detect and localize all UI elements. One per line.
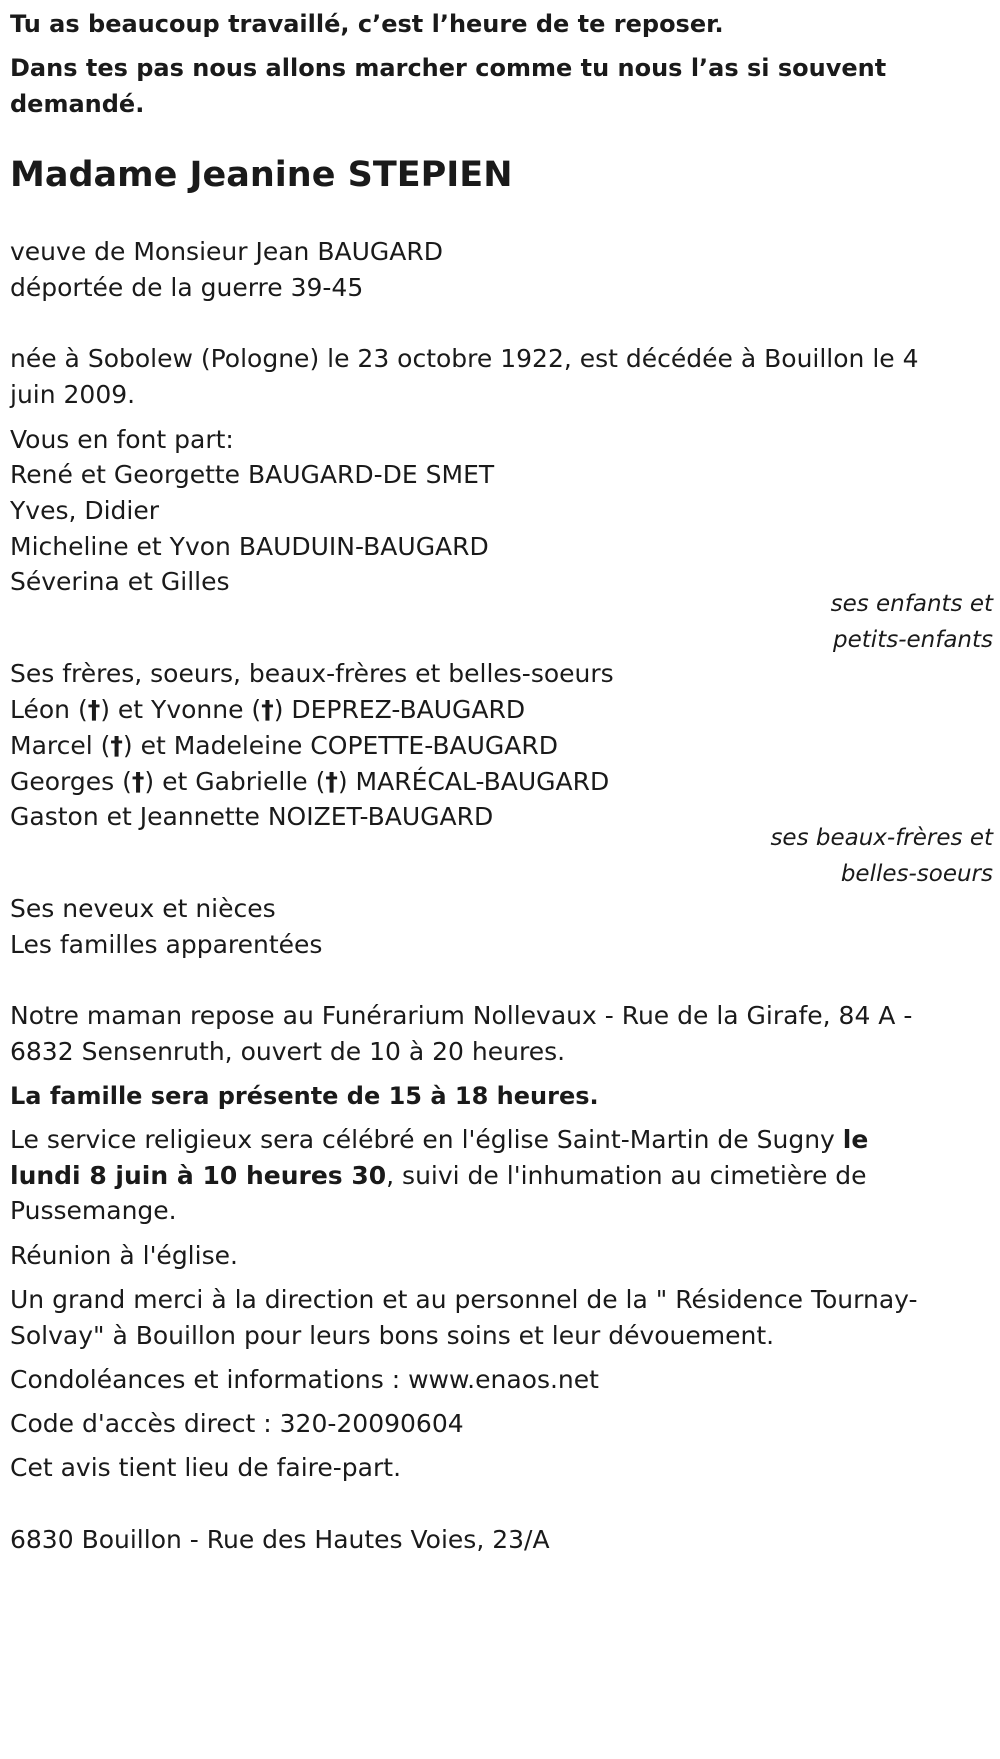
thanks-line-1: Un grand merci à la direction et au personnel de la " Résidence Tournay- (10, 1285, 918, 1314)
sibling-name-text: ) et Gabrielle ( (144, 767, 326, 796)
announcers-intro: Vous en font part: (10, 425, 234, 454)
cross-icon: † (110, 731, 123, 760)
service-line-3: Pussemange. (10, 1196, 177, 1225)
child-family-2: Yves, Didier (10, 496, 160, 525)
children-relation-label-1: ses enfants et (830, 591, 993, 617)
sibling-name-text: ) et Madeleine COPETTE-BAUGARD (122, 731, 558, 760)
child-family-4: Séverina et Gilles (10, 567, 230, 596)
birth-death-line-2: juin 2009. (10, 380, 136, 409)
deported-line: déportée de la guerre 39-45 (10, 273, 364, 302)
cross-icon: † (325, 767, 338, 796)
child-family-1: René et Georgette BAUGARD-DE SMET (10, 460, 495, 489)
sibling-name-text: ) et Yvonne ( (100, 695, 262, 724)
families-line: Les familles apparentées (10, 930, 323, 959)
service-line-2 (10, 1156, 867, 1196)
cross-icon: † (261, 695, 274, 724)
sibling-name-text: Marcel ( (10, 731, 111, 760)
quote-line-1: Tu as beaucoup travaillé, c’est l’heure de te reposer. (10, 10, 724, 38)
rest-place-line-1: Notre maman repose au Funérarium Nollevaux - Rue de la Girafe, 84 A - (10, 1001, 913, 1030)
sibling-family-1 (10, 690, 525, 730)
service-text: Le service religieux sera célébré en l'église Saint-Martin de Sugny (10, 1125, 843, 1154)
condolences-line (10, 1360, 599, 1400)
children-relation-label-2: petits-enfants (833, 627, 993, 653)
service-date-text: lundi 8 juin à 10 heures 30 (10, 1161, 387, 1190)
service-text: , suivi de l'inhumation au cimetière de (386, 1161, 867, 1190)
access-code-line: Code d'accès direct : 320-20090604 (10, 1409, 464, 1438)
sibling-family-4: Gaston et Jeannette NOIZET-BAUGARD (10, 802, 494, 831)
condolences-label: Condoléances et informations : (10, 1365, 409, 1394)
siblings-intro: Ses frères, soeurs, beaux-frères et belles-soeurs (10, 659, 614, 688)
rest-place-line-2: 6832 Sensenruth, ouvert de 10 à 20 heures. (10, 1037, 566, 1066)
sibling-name-text: ) DEPREZ-BAUGARD (273, 695, 526, 724)
quote-line-2: Dans tes pas nous allons marcher comme tu nous l’as si souvent (10, 54, 887, 82)
quote-line-3: demandé. (10, 90, 145, 118)
nephews-line: Ses neveux et nièces (10, 894, 276, 923)
siblings-relation-label-2: belles-soeurs (840, 861, 993, 887)
sibling-family-2 (10, 726, 558, 766)
condolences-link[interactable]: www.enaos.net (408, 1365, 599, 1394)
widow-of-line: veuve de Monsieur Jean BAUGARD (10, 237, 443, 266)
cross-icon: † (131, 767, 145, 796)
child-family-3: Micheline et Yvon BAUDUIN-BAUGARD (10, 532, 489, 561)
cross-icon: † (87, 695, 101, 724)
notice-line: Cet avis tient lieu de faire-part. (10, 1453, 402, 1482)
service-line-1 (10, 1120, 868, 1160)
sibling-family-3 (10, 762, 609, 802)
sibling-name-text: ) MARÉCAL-BAUGARD (337, 767, 610, 796)
siblings-relation-label-1: ses beaux-frères et (770, 825, 993, 851)
thanks-line-2: Solvay" à Bouillon pour leurs bons soins et leur dévouement. (10, 1321, 775, 1350)
family-presence-line: La famille sera présente de 15 à 18 heures. (10, 1082, 599, 1110)
service-date-text: le (842, 1125, 869, 1154)
address-line: 6830 Bouillon - Rue des Hautes Voies, 23/A (10, 1525, 550, 1554)
birth-death-line-1: née à Sobolew (Pologne) le 23 octobre 1922, est décédée à Bouillon le 4 (10, 344, 919, 373)
meeting-line: Réunion à l'église. (10, 1241, 238, 1270)
deceased-name: Madame Jeanine STEPIEN (10, 155, 513, 195)
sibling-name-text: Georges ( (10, 767, 132, 796)
sibling-name-text: Léon ( (10, 695, 88, 724)
